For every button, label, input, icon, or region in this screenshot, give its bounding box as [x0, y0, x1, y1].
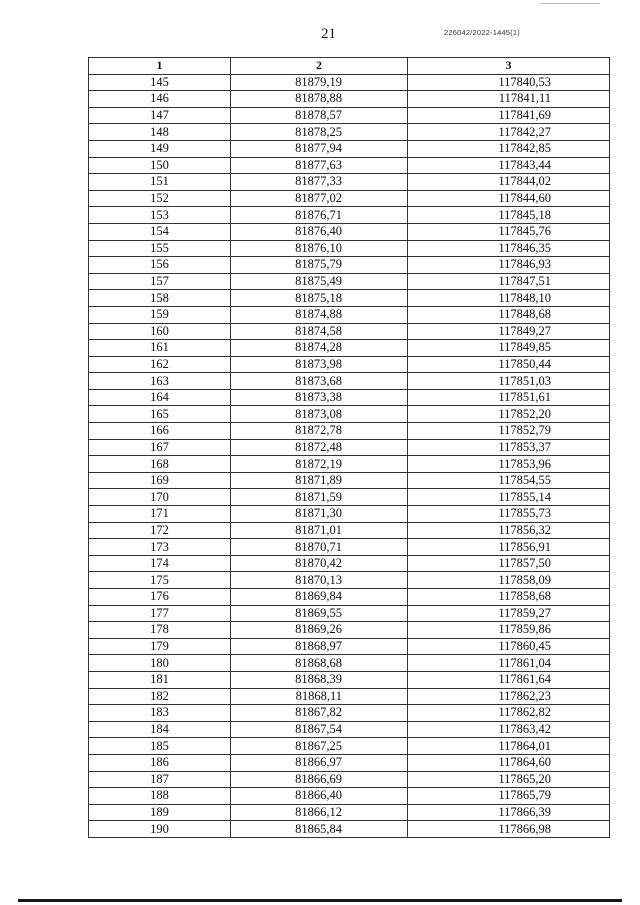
bottom-rule	[18, 899, 622, 902]
point-number-cell: 162	[89, 356, 231, 373]
point-number-cell: 160	[89, 323, 231, 340]
x-coordinate-cell: 81866,97	[231, 754, 408, 771]
x-coordinate-cell: 81872,78	[231, 423, 408, 440]
table-row	[89, 140, 610, 157]
table-row	[89, 638, 610, 655]
point-number-cell: 173	[89, 539, 231, 556]
table-row	[89, 489, 610, 506]
y-coordinate-cell: 117853,37	[408, 439, 610, 456]
y-coordinate-cell: 117850,44	[408, 356, 610, 373]
point-number-cell: 157	[89, 273, 231, 290]
point-number-cell: 171	[89, 506, 231, 523]
y-coordinate-cell: 117849,27	[408, 323, 610, 340]
y-coordinate-cell: 117864,01	[408, 738, 610, 755]
x-coordinate-cell: 81873,68	[231, 373, 408, 390]
table-row	[89, 157, 610, 174]
y-coordinate-cell: 117852,20	[408, 406, 610, 423]
point-number-cell: 148	[89, 124, 231, 141]
x-coordinate-cell: 81866,40	[231, 788, 408, 805]
y-coordinate-cell: 117859,86	[408, 622, 610, 639]
table-row	[89, 240, 610, 257]
table-row	[89, 721, 610, 738]
point-number-cell: 178	[89, 622, 231, 639]
x-coordinate-cell: 81865,84	[231, 821, 408, 838]
y-coordinate-cell: 117842,27	[408, 124, 610, 141]
y-coordinate-cell: 117844,02	[408, 174, 610, 191]
point-number-cell: 182	[89, 688, 231, 705]
table-row	[89, 788, 610, 805]
point-number-cell: 158	[89, 290, 231, 307]
table-row	[89, 671, 610, 688]
y-coordinate-cell: 117866,98	[408, 821, 610, 838]
y-coordinate-cell: 117841,11	[408, 91, 610, 108]
x-coordinate-cell: 81867,54	[231, 721, 408, 738]
point-number-cell: 185	[89, 738, 231, 755]
point-number-cell: 150	[89, 157, 231, 174]
table-header	[89, 58, 610, 75]
y-coordinate-cell: 117862,23	[408, 688, 610, 705]
point-number-cell: 176	[89, 589, 231, 606]
x-coordinate-cell: 81877,94	[231, 140, 408, 157]
x-coordinate-cell: 81872,48	[231, 439, 408, 456]
table-row	[89, 821, 610, 838]
y-coordinate-cell: 117861,64	[408, 671, 610, 688]
table-row	[89, 589, 610, 606]
y-coordinate-cell: 117862,82	[408, 705, 610, 722]
table-row	[89, 257, 610, 274]
header-row	[89, 58, 610, 75]
y-coordinate-cell: 117861,04	[408, 655, 610, 672]
table-row	[89, 290, 610, 307]
x-coordinate-cell: 81870,42	[231, 555, 408, 572]
table-row	[89, 539, 610, 556]
point-number-cell: 179	[89, 638, 231, 655]
table-body	[89, 74, 610, 837]
table-row	[89, 738, 610, 755]
point-number-cell: 164	[89, 389, 231, 406]
y-coordinate-cell: 117863,42	[408, 721, 610, 738]
x-coordinate-cell: 81873,08	[231, 406, 408, 423]
table-row	[89, 655, 610, 672]
column-header: 1	[89, 58, 231, 75]
table-row	[89, 456, 610, 473]
point-number-cell: 168	[89, 456, 231, 473]
table-row	[89, 356, 610, 373]
table-row	[89, 605, 610, 622]
y-coordinate-cell: 117851,03	[408, 373, 610, 390]
page-number: 21	[321, 26, 336, 42]
x-coordinate-cell: 81873,38	[231, 389, 408, 406]
x-coordinate-cell: 81876,71	[231, 207, 408, 224]
x-coordinate-cell: 81874,58	[231, 323, 408, 340]
y-coordinate-cell: 117860,45	[408, 638, 610, 655]
table-row	[89, 804, 610, 821]
column-header: 3	[408, 58, 610, 75]
x-coordinate-cell: 81866,12	[231, 804, 408, 821]
y-coordinate-cell: 117856,32	[408, 522, 610, 539]
y-coordinate-cell: 117865,79	[408, 788, 610, 805]
point-number-cell: 175	[89, 572, 231, 589]
x-coordinate-cell: 81871,30	[231, 506, 408, 523]
point-number-cell: 145	[89, 74, 231, 91]
x-coordinate-cell: 81875,79	[231, 257, 408, 274]
y-coordinate-cell: 117846,93	[408, 257, 610, 274]
y-coordinate-cell: 117858,68	[408, 589, 610, 606]
table-row	[89, 74, 610, 91]
x-coordinate-cell: 81875,18	[231, 290, 408, 307]
point-number-cell: 166	[89, 423, 231, 440]
y-coordinate-cell: 117865,20	[408, 771, 610, 788]
x-coordinate-cell: 81876,10	[231, 240, 408, 257]
y-coordinate-cell: 117856,91	[408, 539, 610, 556]
table-row	[89, 771, 610, 788]
table-row	[89, 472, 610, 489]
x-coordinate-cell: 81869,26	[231, 622, 408, 639]
table-row	[89, 572, 610, 589]
table-row	[89, 622, 610, 639]
point-number-cell: 170	[89, 489, 231, 506]
y-coordinate-cell: 117851,61	[408, 389, 610, 406]
x-coordinate-cell: 81872,19	[231, 456, 408, 473]
table-row	[89, 306, 610, 323]
table-row	[89, 190, 610, 207]
column-header: 2	[231, 58, 408, 75]
x-coordinate-cell: 81873,98	[231, 356, 408, 373]
table-row	[89, 389, 610, 406]
point-number-cell: 174	[89, 555, 231, 572]
x-coordinate-cell: 81866,69	[231, 771, 408, 788]
x-coordinate-cell: 81878,25	[231, 124, 408, 141]
point-number-cell: 190	[89, 821, 231, 838]
point-number-cell: 165	[89, 406, 231, 423]
y-coordinate-cell: 117864,60	[408, 754, 610, 771]
x-coordinate-cell: 81868,68	[231, 655, 408, 672]
y-coordinate-cell: 117866,39	[408, 804, 610, 821]
table-row	[89, 174, 610, 191]
table-row	[89, 373, 610, 390]
y-coordinate-cell: 117843,44	[408, 157, 610, 174]
point-number-cell: 153	[89, 207, 231, 224]
point-number-cell: 152	[89, 190, 231, 207]
y-coordinate-cell: 117855,14	[408, 489, 610, 506]
x-coordinate-cell: 81878,57	[231, 107, 408, 124]
table-row	[89, 754, 610, 771]
y-coordinate-cell: 117840,53	[408, 74, 610, 91]
document-code: 226042/2022-1445(1)	[444, 28, 520, 37]
x-coordinate-cell: 81877,63	[231, 157, 408, 174]
point-number-cell: 156	[89, 257, 231, 274]
x-coordinate-cell: 81875,49	[231, 273, 408, 290]
point-number-cell: 169	[89, 472, 231, 489]
point-number-cell: 155	[89, 240, 231, 257]
table-row	[89, 688, 610, 705]
x-coordinate-cell: 81870,13	[231, 572, 408, 589]
y-coordinate-cell: 117858,09	[408, 572, 610, 589]
table-row	[89, 207, 610, 224]
point-number-cell: 189	[89, 804, 231, 821]
y-coordinate-cell: 117847,51	[408, 273, 610, 290]
point-number-cell: 159	[89, 306, 231, 323]
y-coordinate-cell: 117857,50	[408, 555, 610, 572]
coordinates-table	[88, 57, 610, 838]
table-row	[89, 555, 610, 572]
y-coordinate-cell: 117848,68	[408, 306, 610, 323]
point-number-cell: 151	[89, 174, 231, 191]
table-row	[89, 406, 610, 423]
table-row	[89, 223, 610, 240]
y-coordinate-cell: 117841,69	[408, 107, 610, 124]
x-coordinate-cell: 81876,40	[231, 223, 408, 240]
y-coordinate-cell: 117852,79	[408, 423, 610, 440]
top-rule	[540, 3, 600, 4]
table-row	[89, 107, 610, 124]
point-number-cell: 167	[89, 439, 231, 456]
x-coordinate-cell: 81869,55	[231, 605, 408, 622]
y-coordinate-cell: 117844,60	[408, 190, 610, 207]
x-coordinate-cell: 81867,82	[231, 705, 408, 722]
point-number-cell: 147	[89, 107, 231, 124]
y-coordinate-cell: 117845,18	[408, 207, 610, 224]
y-coordinate-cell: 117842,85	[408, 140, 610, 157]
point-number-cell: 184	[89, 721, 231, 738]
table-row	[89, 91, 610, 108]
table-row	[89, 522, 610, 539]
x-coordinate-cell: 81868,39	[231, 671, 408, 688]
point-number-cell: 180	[89, 655, 231, 672]
x-coordinate-cell: 81868,97	[231, 638, 408, 655]
x-coordinate-cell: 81869,84	[231, 589, 408, 606]
point-number-cell: 154	[89, 223, 231, 240]
y-coordinate-cell: 117846,35	[408, 240, 610, 257]
table-row	[89, 506, 610, 523]
point-number-cell: 187	[89, 771, 231, 788]
table-row	[89, 705, 610, 722]
x-coordinate-cell: 81877,02	[231, 190, 408, 207]
y-coordinate-cell: 117849,85	[408, 340, 610, 357]
y-coordinate-cell: 117848,10	[408, 290, 610, 307]
table-row	[89, 340, 610, 357]
x-coordinate-cell: 81874,88	[231, 306, 408, 323]
x-coordinate-cell: 81867,25	[231, 738, 408, 755]
x-coordinate-cell: 81868,11	[231, 688, 408, 705]
table-row	[89, 124, 610, 141]
y-coordinate-cell: 117853,96	[408, 456, 610, 473]
point-number-cell: 186	[89, 754, 231, 771]
x-coordinate-cell: 81871,59	[231, 489, 408, 506]
x-coordinate-cell: 81874,28	[231, 340, 408, 357]
table-row	[89, 439, 610, 456]
x-coordinate-cell: 81879,19	[231, 74, 408, 91]
table-row	[89, 273, 610, 290]
x-coordinate-cell: 81878,88	[231, 91, 408, 108]
x-coordinate-cell: 81877,33	[231, 174, 408, 191]
point-number-cell: 163	[89, 373, 231, 390]
x-coordinate-cell: 81871,89	[231, 472, 408, 489]
point-number-cell: 183	[89, 705, 231, 722]
y-coordinate-cell: 117855,73	[408, 506, 610, 523]
table-row	[89, 423, 610, 440]
table-row	[89, 323, 610, 340]
point-number-cell: 177	[89, 605, 231, 622]
point-number-cell: 181	[89, 671, 231, 688]
y-coordinate-cell: 117845,76	[408, 223, 610, 240]
point-number-cell: 161	[89, 340, 231, 357]
point-number-cell: 149	[89, 140, 231, 157]
point-number-cell: 146	[89, 91, 231, 108]
point-number-cell: 172	[89, 522, 231, 539]
x-coordinate-cell: 81871,01	[231, 522, 408, 539]
y-coordinate-cell: 117854,55	[408, 472, 610, 489]
y-coordinate-cell: 117859,27	[408, 605, 610, 622]
point-number-cell: 188	[89, 788, 231, 805]
x-coordinate-cell: 81870,71	[231, 539, 408, 556]
